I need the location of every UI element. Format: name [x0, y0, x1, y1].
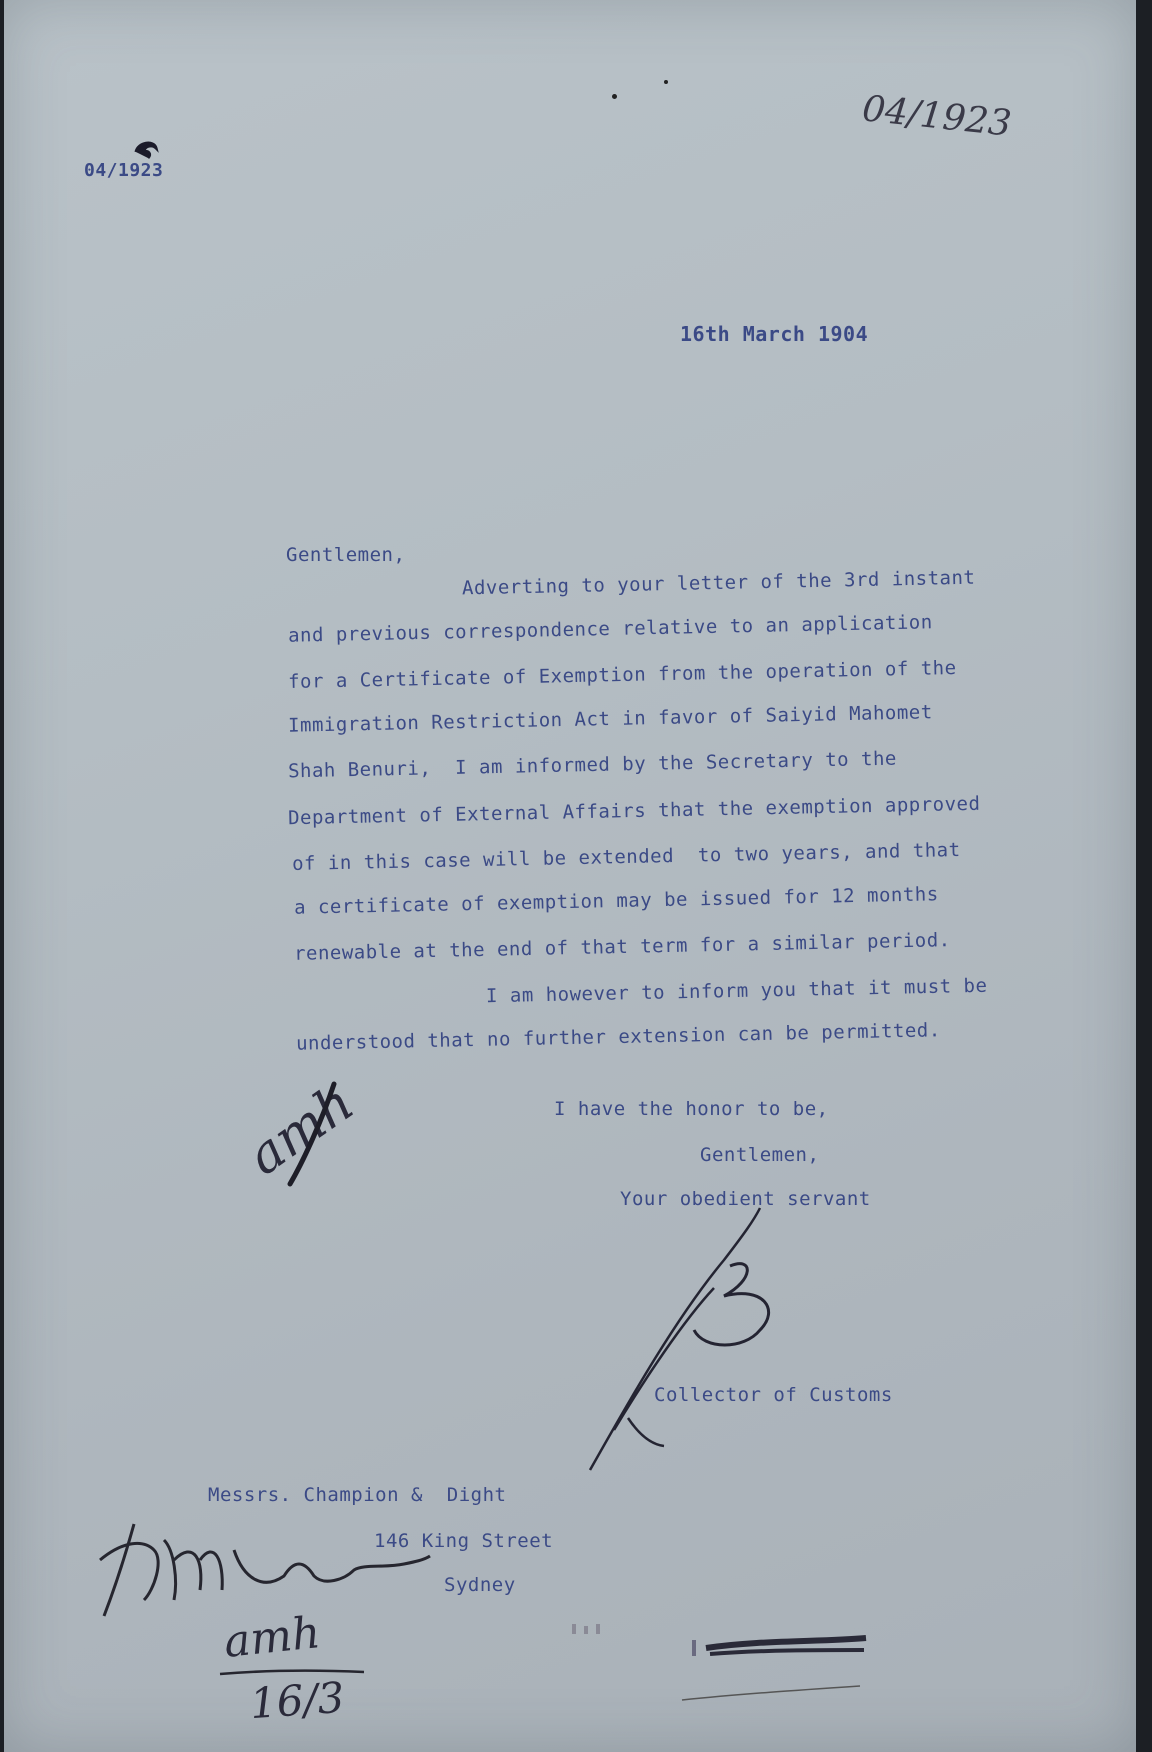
note-number: 16/3 — [248, 1672, 346, 1729]
body-line: Adverting to your letter of the 3rd instant — [461, 566, 976, 600]
body-line: understood that no further extension can be permitted. — [295, 1019, 941, 1055]
body-line: Immigration Restriction Act in favor of Saiyid Mahomet — [287, 701, 933, 737]
closing-line: Gentlemen, — [700, 1144, 820, 1166]
handwritten-reference: 04/1923 — [860, 88, 1014, 145]
body-line: Department of External Affairs that the exemption approved — [287, 792, 981, 830]
body-line: of in this case will be extended to two years, and that — [291, 839, 961, 875]
addressee-name: Messrs. Champion & Dight — [208, 1484, 507, 1506]
addressee-street: 146 King Street — [374, 1530, 554, 1552]
clip-mark-icon — [132, 138, 162, 160]
struck-out-stamp — [680, 1620, 880, 1710]
reference-number: 04/1923 — [84, 160, 164, 181]
letter-date: 16th March 1904 — [680, 322, 869, 346]
body-line: a certificate of exemption may be issued for 12 months — [293, 883, 939, 919]
body-line: Shah Benuri, I am informed by the Secretary to the — [287, 747, 898, 783]
faint-mark — [570, 1620, 630, 1650]
body-line: and previous correspondence relative to an application — [287, 611, 933, 647]
ink-speck — [664, 80, 668, 84]
body-line: renewable at the end of that term for a similar period. — [293, 929, 951, 965]
body-line: I am however to inform you that it must be — [485, 974, 988, 1008]
letter-page — [4, 0, 1136, 1752]
signatory-title: Collector of Customs — [654, 1384, 893, 1406]
marginal-initials: amh — [237, 1072, 365, 1188]
handwritten-signature — [94, 1520, 434, 1620]
closing-line: I have the honor to be, — [554, 1098, 829, 1120]
ink-speck — [612, 94, 617, 99]
salutation: Gentlemen, — [286, 544, 406, 566]
addressee-city: Sydney — [444, 1574, 516, 1596]
closing-line: Your obedient servant — [620, 1188, 871, 1210]
body-line: for a Certificate of Exemption from the operation of the — [287, 657, 957, 693]
collector-signature — [584, 1200, 824, 1480]
note-initials: amh — [221, 1607, 323, 1668]
initials-stroke — [282, 1080, 342, 1190]
